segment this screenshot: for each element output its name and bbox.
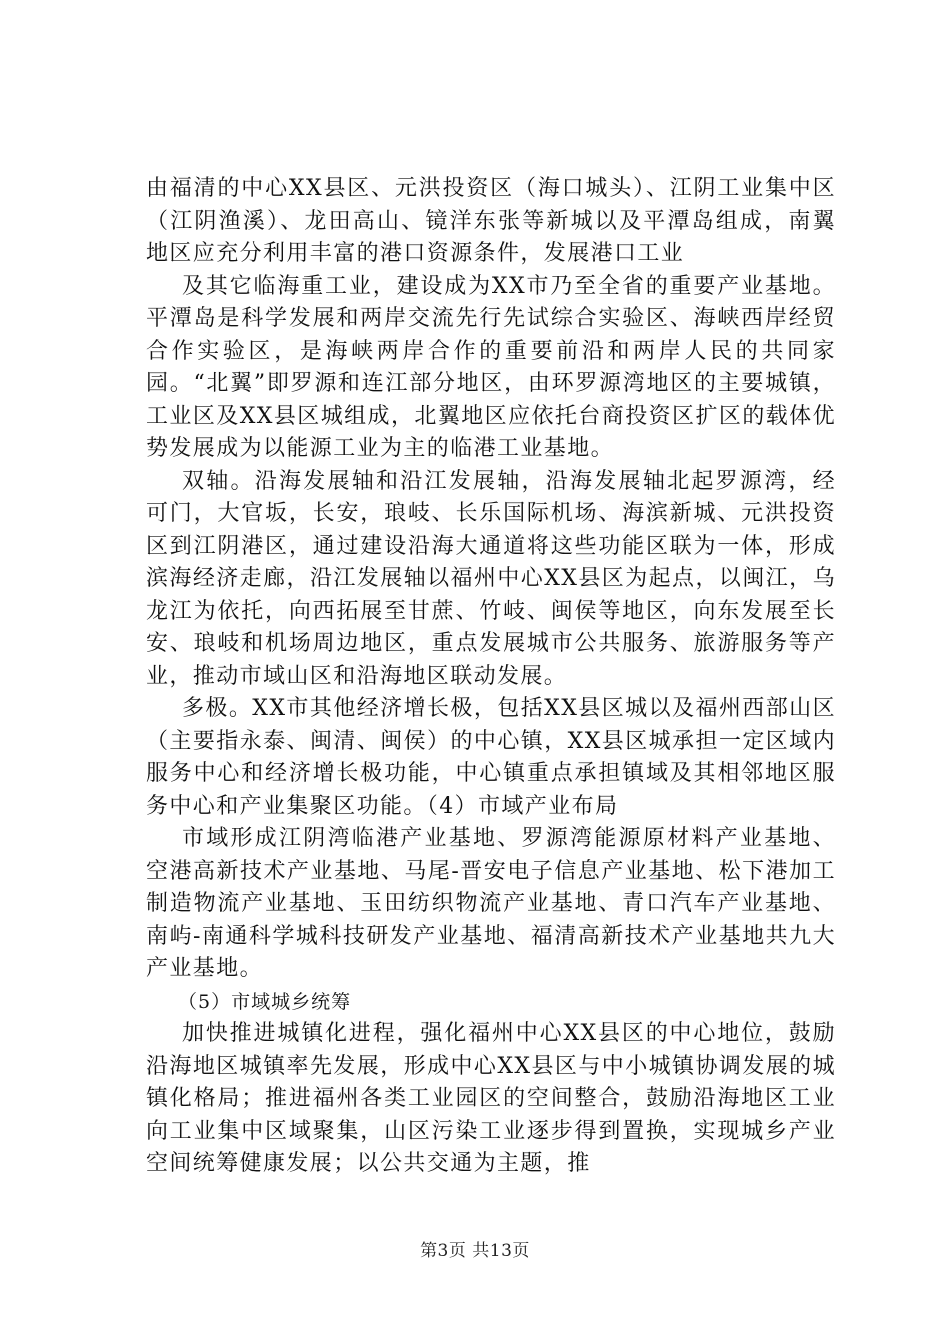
document-body — [146, 173, 836, 1181]
paragraph-3: 双轴。沿海发展轴和沿江发展轴，沿海发展轴北起罗源湾，经可门，大官坂，长安，琅岐、长乐国际机场、海滨新城、元洪投资区到江阴港区，通过建设沿海大通道将这些功能区联为一体，形成滨海经济走廊，沿江发展轴以福州中心XX县区为起点，以闽江，乌龙江为依托，向西拓展至甘蔗、竹岐、闽侯等地区，向东发展至长安、琅岐和机场周边地区，重点发展城市公共服务、旅游服务等产业，推动市域山区和沿海地区联动发展。 — [146, 468, 836, 689]
paragraph-2: 及其它临海重工业，建设成为XX市乃至全省的重要产业基地。平潭岛是科学发展和两岸交流先行先试综合实验区、海峡西岸经贸合作实验区，是海峡两岸合作的重要前沿和两岸人民的共同家园。“北翼”即罗源和连江部分地区，由环罗源湾地区的主要城镇，工业区及XX县区城组成，北翼地区应依托台商投资区扩区的载体优势发展成为以能源工业为主的临港工业基地。 — [146, 273, 836, 461]
paragraph-5: 市域形成江阴湾临港产业基地、罗源湾能源原材料产业基地、空港高新技术产业基地、马尾-晋安电子信息产业基地、松下港加工制造物流产业基地、玉田纺织物流产业基地、青口汽车产业基地、南屿-南通科学城科技研发产业基地、福清高新技术产业基地共九大产业基地。 — [146, 826, 836, 981]
paragraph-4: 多极。XX市其他经济增长极，包括XX县区城以及福州西部山区（主要指永泰、闽清、闽侯）的中心镇，XX县区城承担一定区域内服务中心和经济增长极功能，中心镇重点承担镇域及其相邻地区服务中心和产业集聚区功能。（4）市域产业布局 — [146, 696, 836, 819]
paragraph-1: 由福清的中心XX县区、元洪投资区（海口城头）、江阴工业集中区（江阴渔溪）、龙田高山、镜洋东张等新城以及平潭岛组成，南翼地区应充分利用丰富的港口资源条件，发展港口工业 — [146, 176, 836, 266]
section-heading: （5）市域城乡统筹 — [178, 990, 352, 1013]
paragraph-6: 加快推进城镇化进程，强化福州中心XX县区的中心地位，鼓励沿海地区城镇率先发展，形成中心XX县区与中小城镇协调发展的城镇化格局；推进福州各类工业园区的空间整合，鼓励沿海地区工业向工业集中区域聚集，山区污染工业逐步得到置换，实现城乡产业空间统筹健康发展；以公共交通为主题，推 — [146, 1021, 836, 1176]
page-number: 第3页 共13页 — [420, 1241, 530, 1261]
